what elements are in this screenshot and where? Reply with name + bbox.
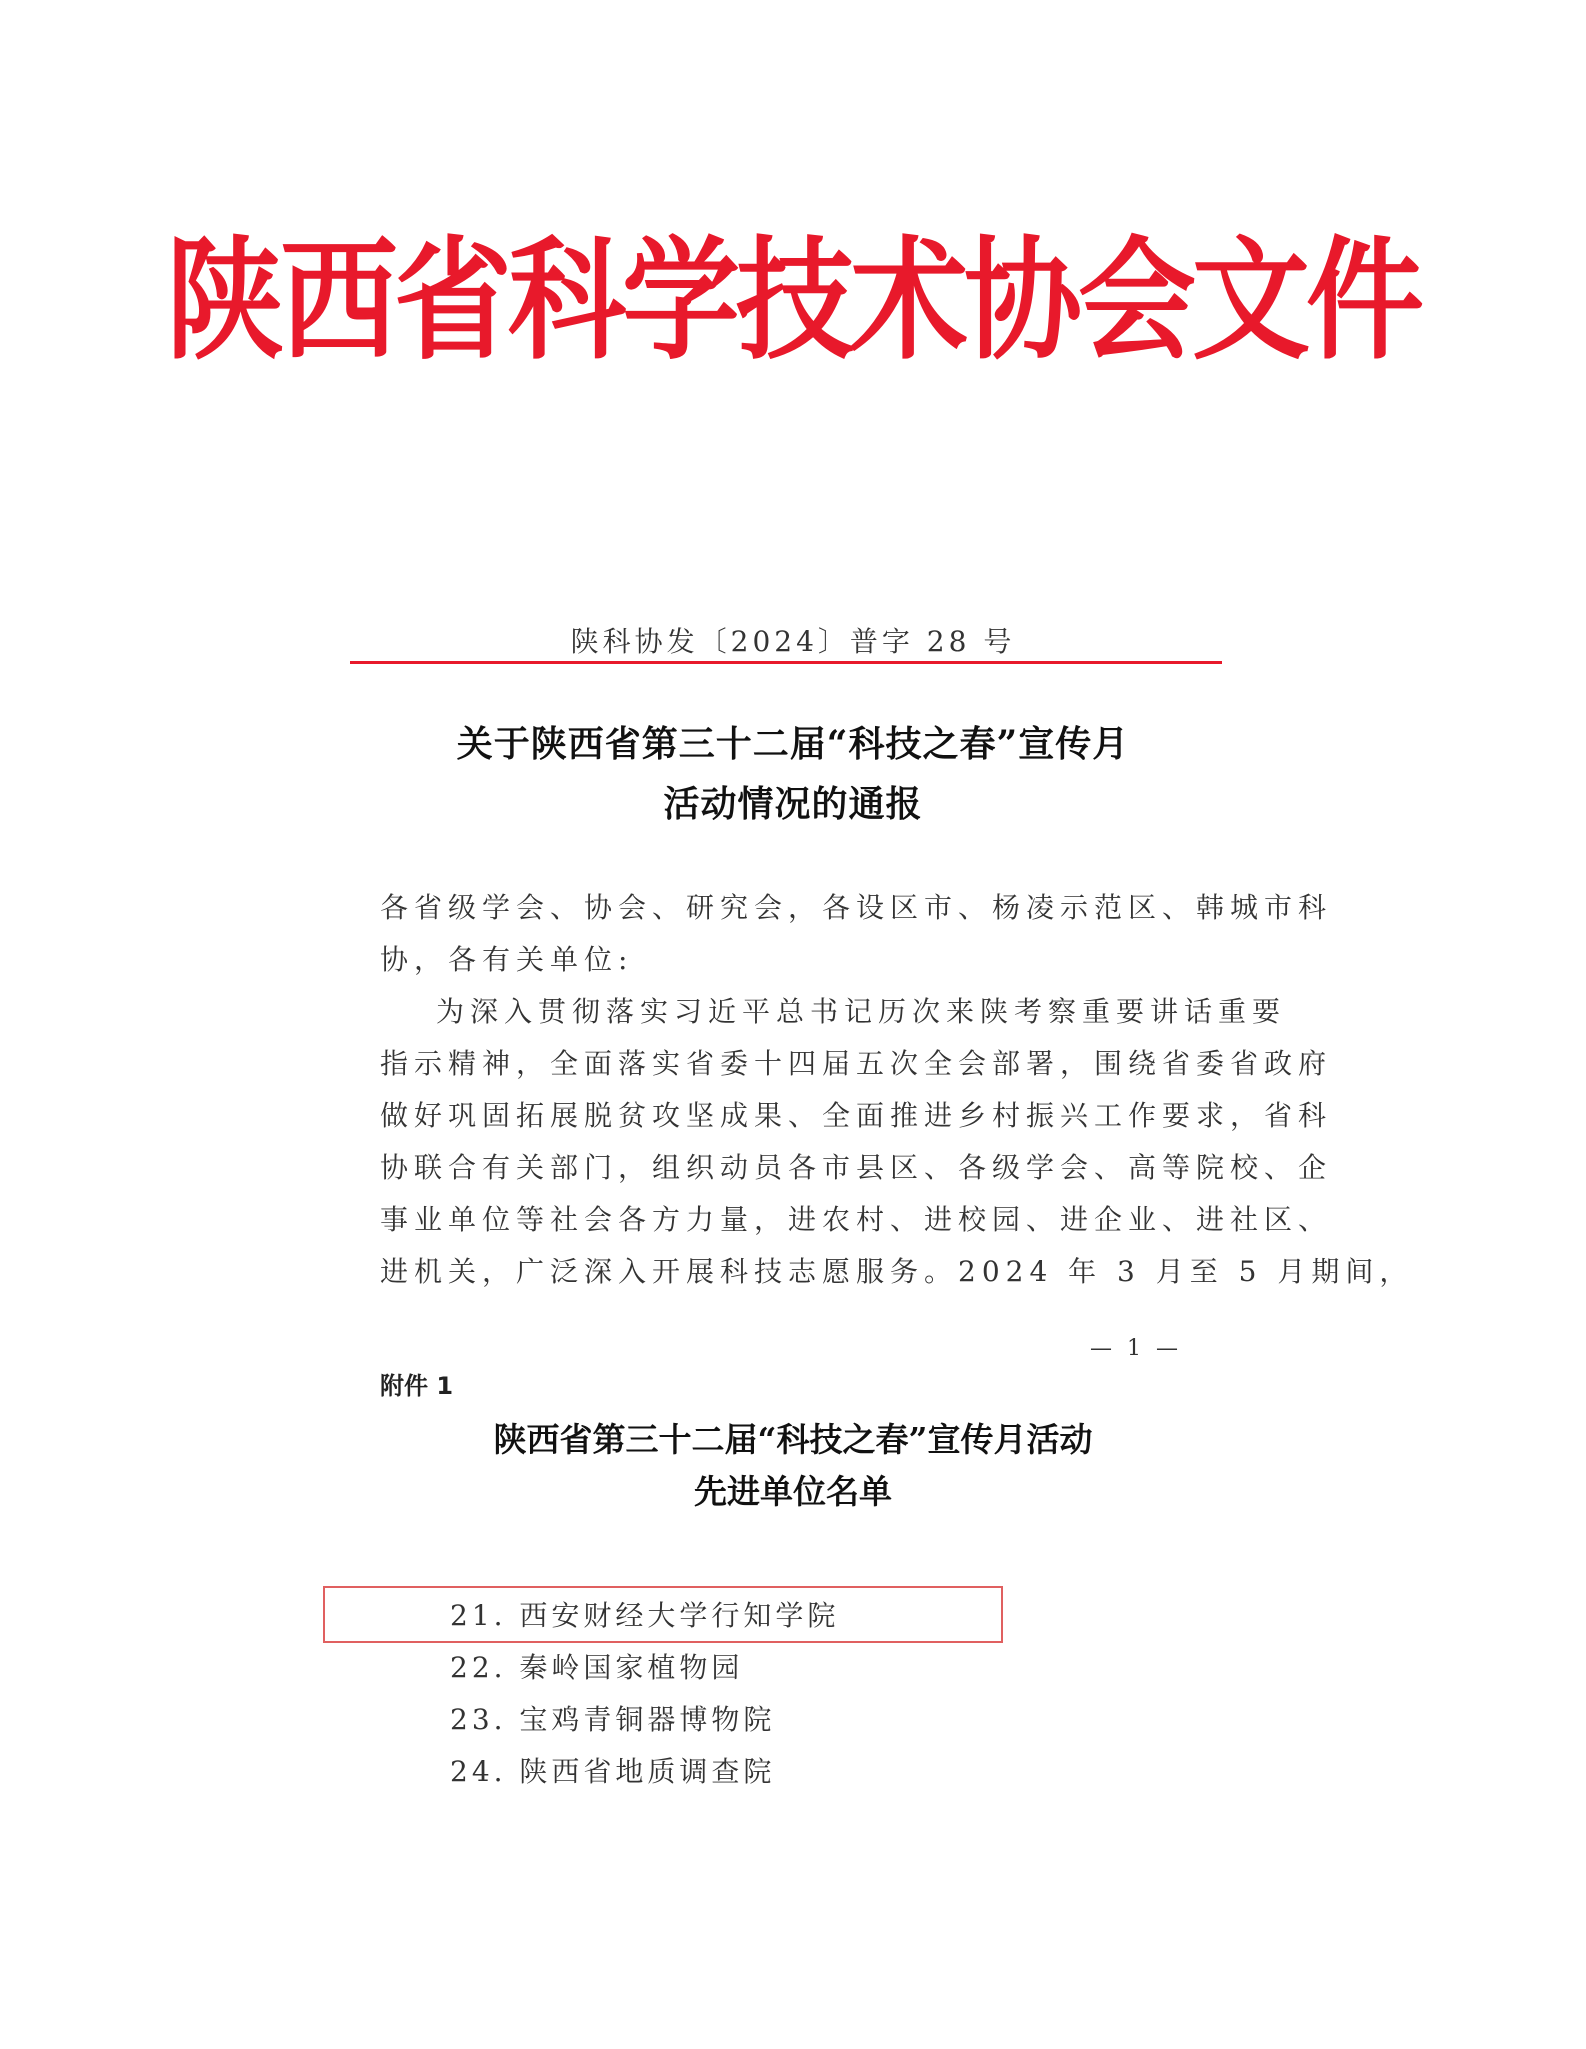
notice-title-line-1: 关于陕西省第三十二届“科技之春”宣传月 <box>456 723 1130 765</box>
attachment-label: 附件 1 <box>380 1372 454 1400</box>
list-item: 21. 西安财经大学行知学院 <box>450 1599 840 1632</box>
body-line: 做好巩固拓展脱贫攻坚成果、全面推进乡村振兴工作要求，省科 <box>380 1099 1333 1132</box>
list-item: 24. 陕西省地质调查院 <box>450 1755 776 1788</box>
body-line: 进机关，广泛深入开展科技志愿服务。2024 年 3 月至 5 月期间， <box>380 1255 1414 1288</box>
notice-title-line-2: 活动情况的通报 <box>663 783 923 825</box>
body-line: 事业单位等社会各方力量，进农村、进校园、进企业、进社区、 <box>380 1203 1333 1236</box>
list-item: 22. 秦岭国家植物园 <box>450 1651 744 1684</box>
list-item: 23. 宝鸡青铜器博物院 <box>450 1703 776 1736</box>
body-line: 为深入贯彻落实习近平总书记历次来陕考察重要讲话重要 <box>436 995 1287 1028</box>
body-line: 各省级学会、协会、研究会，各设区市、杨凌示范区、韩城市科 <box>380 891 1333 924</box>
body-line: 协联合有关部门，组织动员各市县区、各级学会、高等院校、企 <box>380 1151 1333 1184</box>
attachment-title-line-2: 先进单位名单 <box>694 1472 892 1511</box>
red-divider-rule <box>350 661 1222 664</box>
body-line: 指示精神，全面落实省委十四届五次全会部署，围绕省委省政府 <box>380 1047 1333 1080</box>
document-number: 陕科协发〔2024〕普字 28 号 <box>570 625 1016 658</box>
page-number: — 1 — <box>1090 1336 1182 1361</box>
masthead-title: 陕西省科学技术协会文件 <box>165 222 1420 378</box>
body-line: 协，各有关单位: <box>380 943 634 976</box>
attachment-title-line-1: 陕西省第三十二届“科技之春”宣传月活动 <box>493 1420 1093 1459</box>
